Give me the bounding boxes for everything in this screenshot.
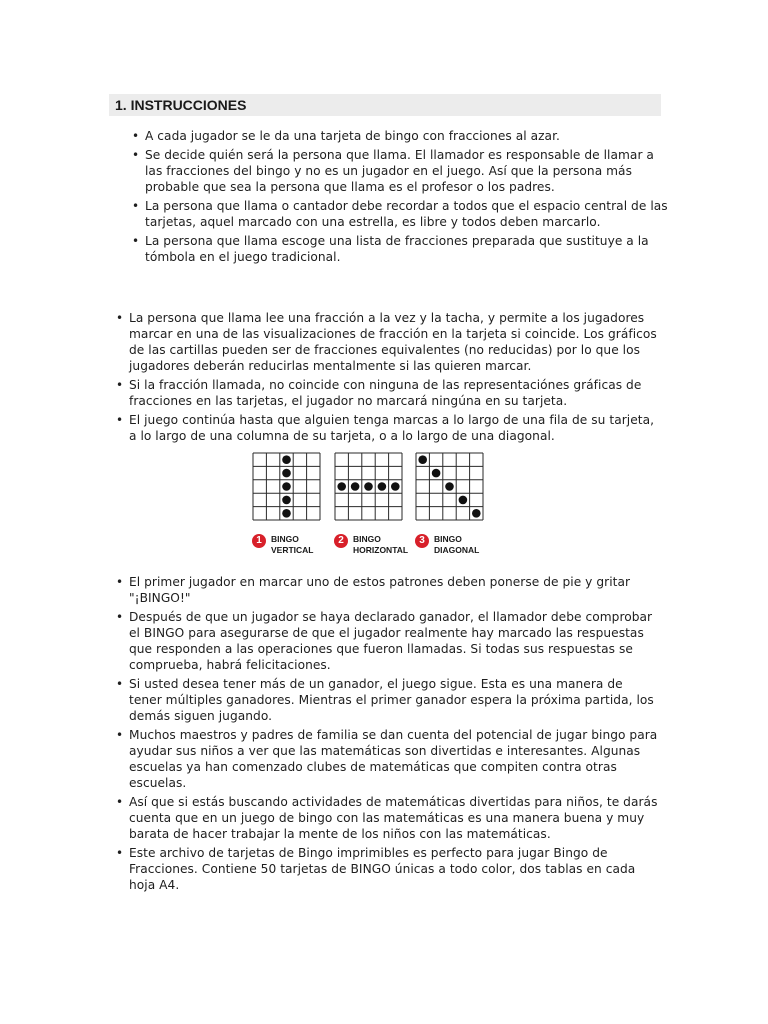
marked-dot	[459, 496, 468, 505]
list-item: • La persona que llama escoge una lista de fracciones preparada que sustituye a la tómbola en el juego tradicional.	[129, 233, 669, 265]
marked-dot	[418, 455, 427, 464]
list-item: • Después de que un jugador se haya declarado ganador, el llamador debe comprobar el BINGO para asegurarse de que el jugador realmente hay marcado las respuestas que responden a las operaciones que fueron llamadas. Si todas sus respuestas se comprueba, habrá felicitaciones.	[113, 609, 658, 673]
pattern-label-line2: HORIZONTAL	[353, 545, 409, 555]
marked-dot	[282, 455, 291, 464]
bingo-grid-svg	[334, 452, 403, 521]
list-item: • Muchos maestros y padres de familia se dan cuenta del potencial de jugar bingo para ayudar sus niños a ver que las matemáticas son divertidas e interesantes. Algunas escuelas ya han comenzado clubes de matemáticas que compiten contra otras escuelas.	[113, 727, 658, 791]
play-list	[113, 310, 658, 447]
pattern-number-badge: 3	[415, 534, 429, 548]
list-item: • La persona que llama o cantador debe recordar a todos que el espacio central de las tarjetas, aquel marcado con una estrella, es libre y todos deben marcarlo.	[129, 198, 669, 230]
list-item: • El primer jugador en marcar uno de estos patrones deben ponerse de pie y gritar "¡BINGO!"	[113, 574, 658, 606]
list-item: • Así que si estás buscando actividades de matemáticas divertidas para niños, te darás cuenta que en un juego de bingo con las matemáticas es una manera buena y muy barata de hacer trabajar la mente de los niños con las matemáticas.	[113, 794, 658, 842]
pattern-label-line2: DIAGONAL	[434, 545, 480, 555]
bingo-patterns-figure	[252, 452, 492, 562]
marked-dot	[364, 482, 373, 491]
marked-dot	[378, 482, 387, 491]
bingo-grid-svg	[252, 452, 321, 521]
bingo-grid-diagonal	[415, 452, 493, 530]
list-item: • Se decide quién será la persona que llama. El llamador es responsable de llamar a las fracciones del bingo y no es un jugador en el juego. Así que la persona más probable que sea la persona que llama es el profesor o los padres.	[129, 147, 669, 195]
list-item: • El juego continúa hasta que alguien tenga marcas a lo largo de una fila de su tarjeta, a lo largo de una columna de su tarjeta, o a lo largo de una diagonal.	[113, 412, 658, 444]
list-item: • Si usted desea tener más de un ganador, el juego sigue. Esta es una manera de tener múltiples ganadores. Mientras el primer ganador espera la próxima partida, los demás siguen jugando.	[113, 676, 658, 724]
end-list	[113, 574, 658, 896]
list-item: • Si la fracción llamada, no coincide con ninguna de las representaciónes gráficas de fracciones en las tarjetas, el jugador no marcará ningúna en su tarjeta.	[113, 377, 658, 409]
marked-dot	[337, 482, 346, 491]
marked-dot	[351, 482, 360, 491]
marked-dot	[432, 469, 441, 478]
pattern-number-badge: 2	[334, 534, 348, 548]
section-heading: 1. INSTRUCCIONES	[115, 97, 247, 113]
marked-dot	[282, 496, 291, 505]
bingo-grid-horizontal	[334, 452, 412, 530]
marked-dot	[282, 469, 291, 478]
list-item: • A cada jugador se le da una tarjeta de bingo con fracciones al azar.	[129, 128, 669, 144]
section-heading-bar	[109, 94, 661, 116]
list-item: • Este archivo de tarjetas de Bingo imprimibles es perfecto para jugar Bingo de Fracciones. Contiene 50 tarjetas de BINGO únicas a todo color, dos tablas en cada hoja A4.	[113, 845, 658, 893]
marked-dot	[391, 482, 400, 491]
marked-dot	[472, 509, 481, 518]
pattern-number-badge: 1	[252, 534, 266, 548]
list-item: • La persona que llama lee una fracción a la vez y la tacha, y permite a los jugadores marcar en una de las visualizaciones de fracción en la tarjeta si coincide. Los gráficos de las cartillas pueden ser de fracciones equivalentes (no reducidas) por lo que los jugadores deberán reducirlas mentalmente si las quieren marcar.	[113, 310, 658, 374]
marked-dot	[282, 509, 291, 518]
bingo-grid-svg	[415, 452, 484, 521]
pattern-label	[271, 534, 314, 556]
pattern-label-line1: BINGO	[353, 534, 381, 544]
pattern-label-line1: BINGO	[434, 534, 462, 544]
bingo-grid-vertical	[252, 452, 330, 530]
pattern-label-line1: BINGO	[271, 534, 299, 544]
pattern-label	[434, 534, 479, 556]
pattern-label-line2: VERTICAL	[271, 545, 314, 555]
marked-dot	[282, 482, 291, 491]
pattern-label	[353, 534, 408, 556]
marked-dot	[445, 482, 454, 491]
intro-list	[129, 128, 669, 268]
